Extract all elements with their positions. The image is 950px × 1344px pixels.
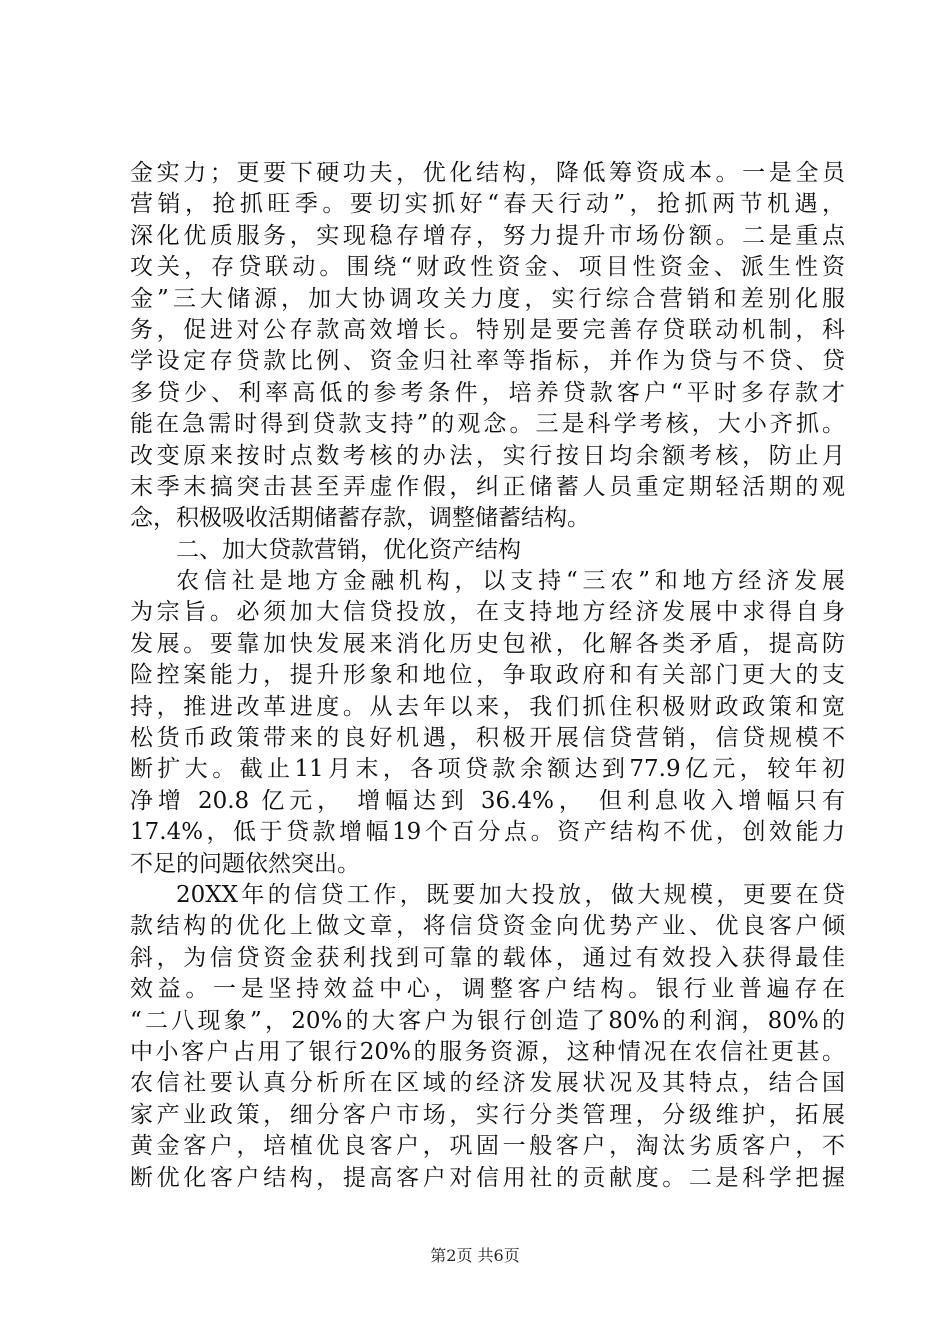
text-line: 家产业政策，细分客户市场，实行分类管理，分级维护，拓展 bbox=[130, 1101, 845, 1128]
text-line: 断优化客户结构，提高客户对信用社的贡献度。二是科学把握 bbox=[130, 1164, 845, 1191]
text-line: 农信社是地方金融机构，以支持“三农”和地方经济发展 bbox=[176, 568, 845, 595]
text-line: 学设定存贷款比例、资金归社率等指标，并作为贷与不贷、贷 bbox=[130, 348, 845, 375]
text-line: 斜，为信贷资金获利找到可靠的载体，通过有效投入获得最佳 bbox=[130, 944, 845, 971]
text-line: 净增 20.8 亿元， 增幅达到 36.4%， 但利息收入增幅只有 bbox=[130, 787, 845, 814]
section-heading: 二、加大贷款营销，优化资产结构 bbox=[176, 536, 521, 563]
text-line: 发展。要靠加快发展来消化历史包袱，化解各类矛盾，提高防 bbox=[130, 630, 845, 657]
text-line: 念，积极吸收活期储蓄存款，调整储蓄结构。 bbox=[130, 505, 590, 532]
text-line: 农信社要认真分析所在区域的经济发展状况及其特点，结合国 bbox=[130, 1070, 845, 1097]
text-line: 攻关，存贷联动。围绕“财政性资金、项目性资金、派生性资 bbox=[130, 254, 845, 281]
text-line: 末季末搞突击甚至弄虚作假，纠正储蓄人员重定期轻活期的观 bbox=[130, 473, 845, 500]
text-line: 持，推进改革进度。从去年以来，我们抓住积极财政政策和宽 bbox=[130, 693, 845, 720]
text-line: 务，促进对公存款高效增长。特别是要完善存贷联动机制，科 bbox=[130, 316, 845, 343]
text-line: 为宗旨。必须加大信贷投放，在支持地方经济发展中求得自身 bbox=[130, 599, 845, 626]
text-line: 松货币政策带来的良好机遇，积极开展信贷营销，信贷规模不 bbox=[130, 725, 845, 752]
page-number: 第2页 共6页 bbox=[430, 1246, 520, 1265]
text-line: 改变原来按时点数考核的办法，实行按日均余额考核，防止月 bbox=[130, 442, 845, 469]
document-body bbox=[130, 158, 845, 1194]
text-line: 17.4%，低于贷款增幅19个百分点。资产结构不优，创效能力 bbox=[130, 819, 845, 846]
text-line: 金”三大储源，加大协调攻关力度，实行综合营销和差别化服 bbox=[130, 285, 845, 312]
text-line: 不足的问题依然突出。 bbox=[130, 850, 360, 877]
text-line: 效益。一是坚持效益中心，调整客户结构。银行业普遍存在 bbox=[130, 976, 845, 1003]
text-line: 险控案能力，提升形象和地位，争取政府和有关部门更大的支 bbox=[130, 662, 845, 689]
text-line: 营销，抢抓旺季。要切实抓好“春天行动”，抢抓两节机遇， bbox=[130, 191, 845, 218]
text-line: 中小客户占用了银行20%的服务资源，这种情况在农信社更甚。 bbox=[130, 1038, 845, 1065]
text-line: 断扩大。截止11月末，各项贷款余额达到77.9亿元，较年初 bbox=[130, 756, 845, 783]
text-line: 黄金客户，培植优良客户，巩固一般客户，淘汰劣质客户，不 bbox=[130, 1133, 845, 1160]
text-line: 款结构的优化上做文章，将信贷资金向优势产业、优良客户倾 bbox=[130, 913, 845, 940]
text-line: 金实力；更要下硬功夫，优化结构，降低筹资成本。一是全员 bbox=[130, 160, 845, 186]
text-line: 深化优质服务，实现稳存增存，努力提升市场份额。二是重点 bbox=[130, 222, 845, 249]
text-line: 能在急需时得到贷款支持”的观念。三是科学考核，大小齐抓。 bbox=[130, 411, 845, 438]
text-line: 20XX年的信贷工作，既要加大投放，做大规模，更要在贷 bbox=[176, 881, 845, 908]
text-line: 多贷少、利率高低的参考条件，培养贷款客户“平时多存款才 bbox=[130, 379, 845, 406]
text-line: “二八现象”，20%的大客户为银行创造了80%的利润，80%的 bbox=[130, 1007, 845, 1034]
